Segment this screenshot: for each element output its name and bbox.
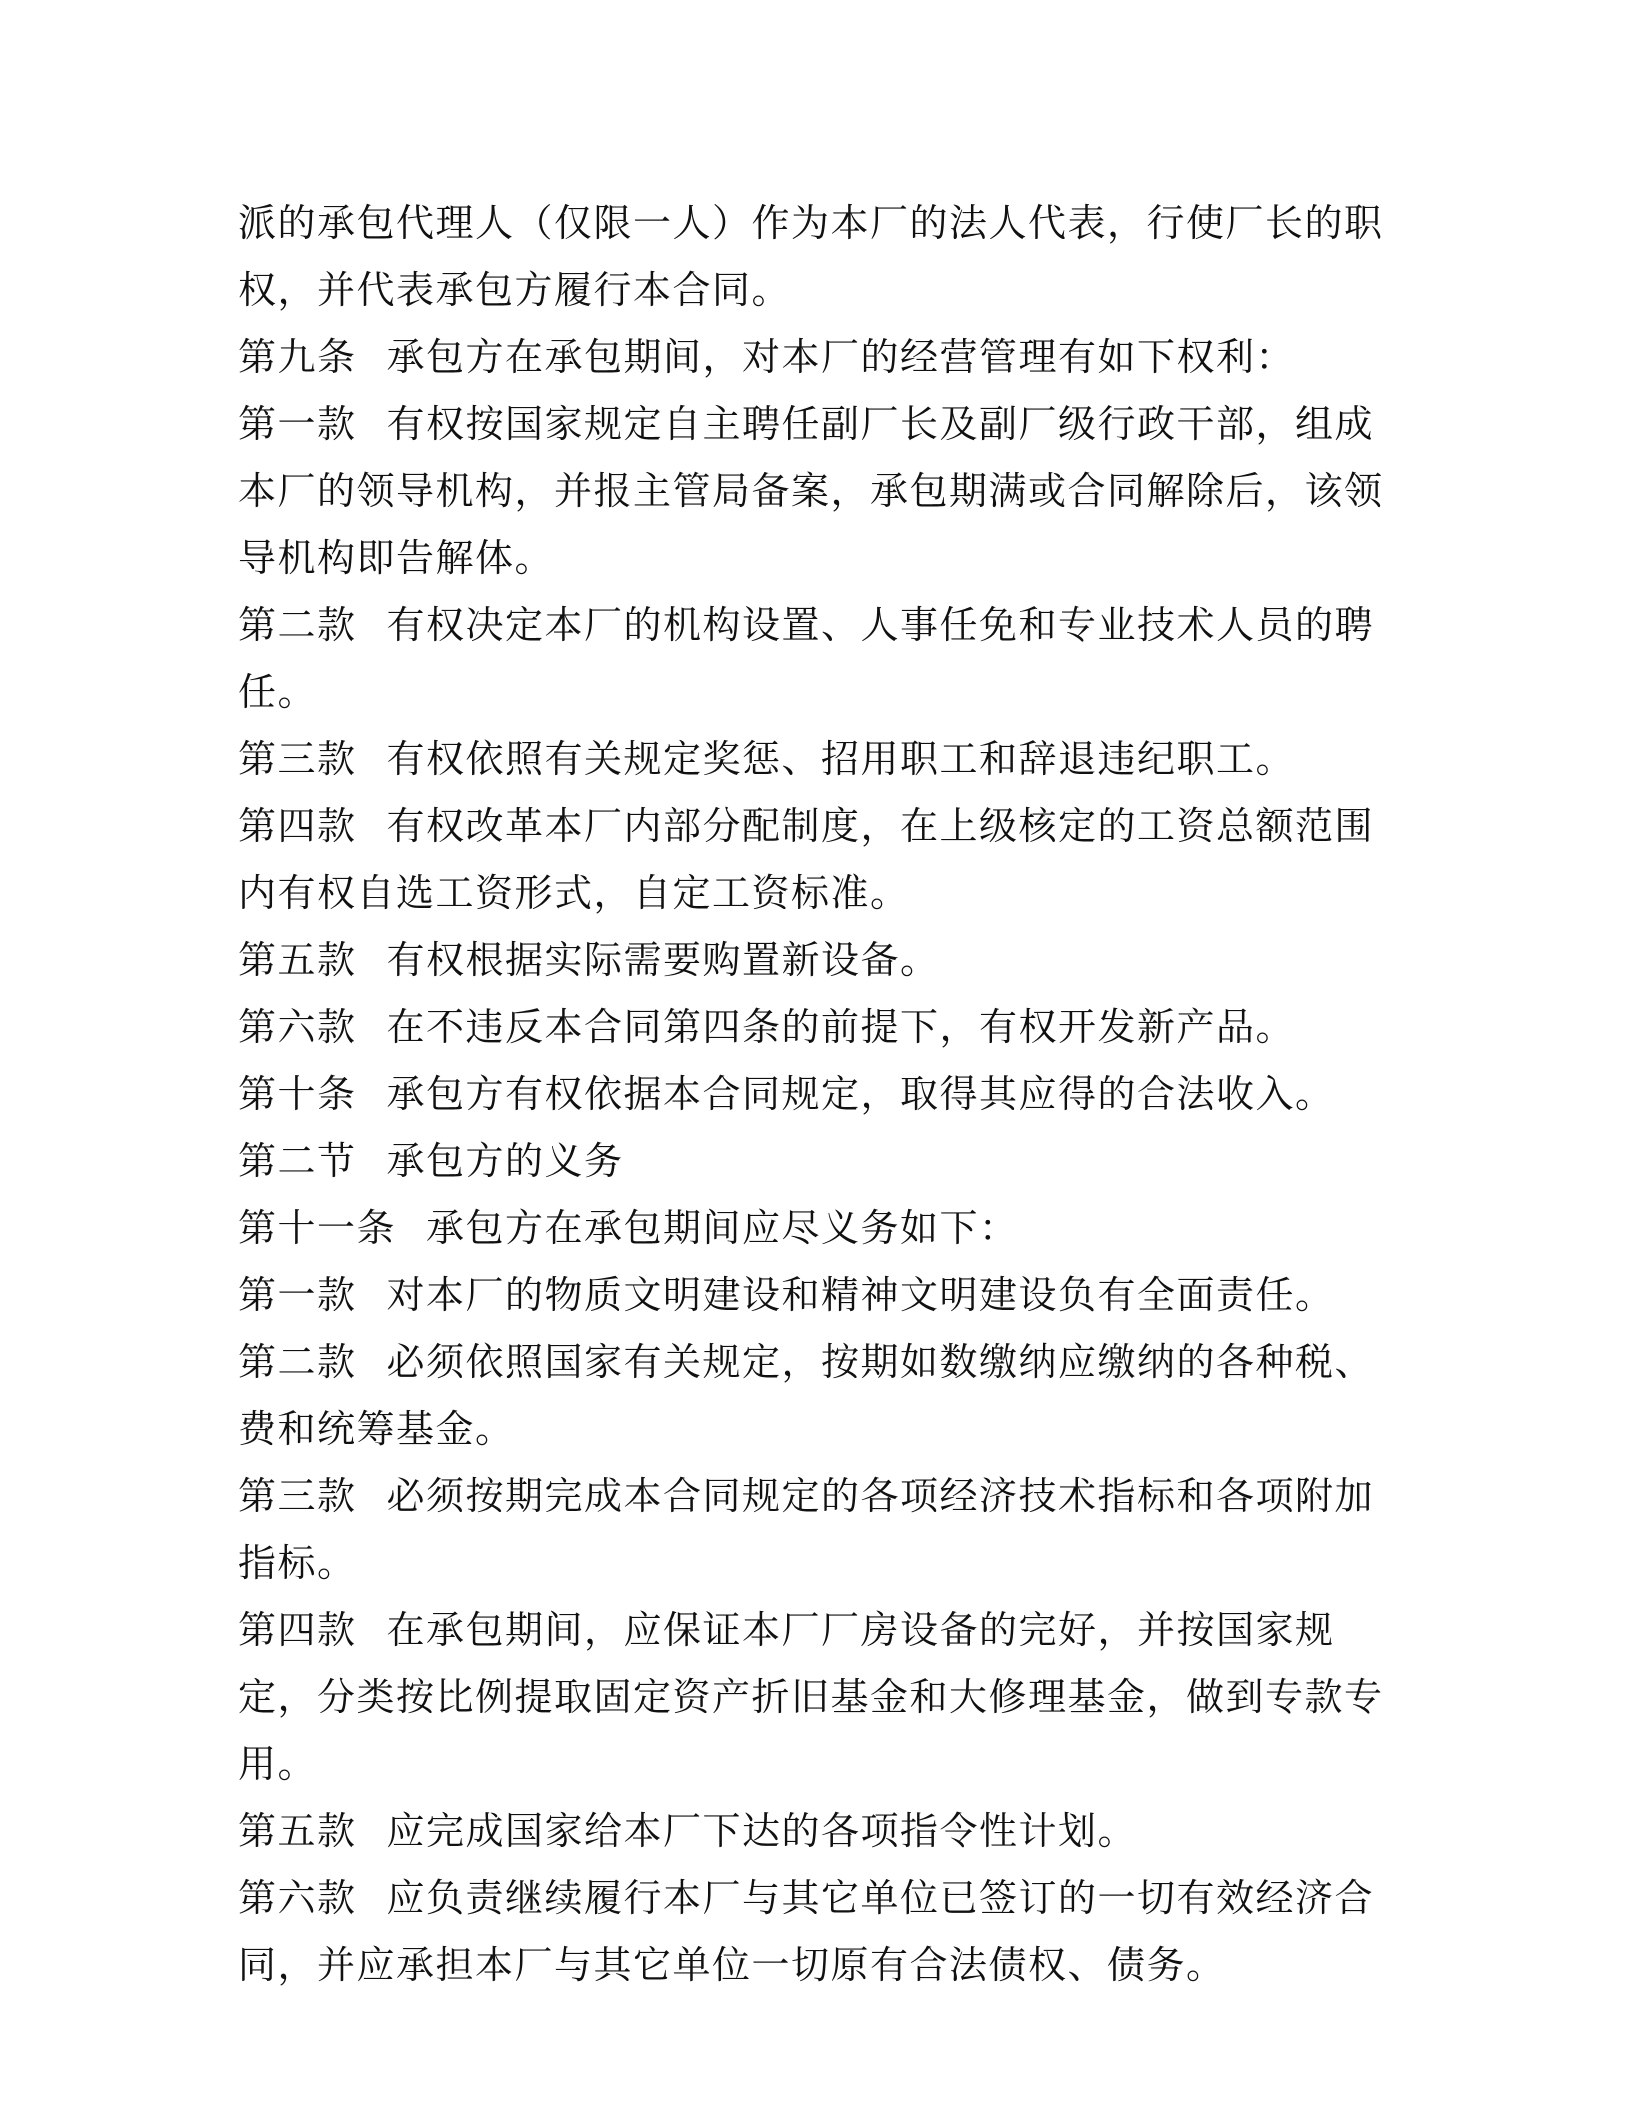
clause-label: 第四款 [238,804,357,848]
section-title: 承包方的义务 [386,1139,624,1183]
article-text: 承包方有权依据本合同规定，取得其应得的合法收入。 [386,1072,1335,1116]
clause-text: 对本厂的物质文明建设和精神文明建设负有全面责任。 [386,1273,1335,1317]
clause-text: 有权按国家规定自主聘任副厂长及副厂级行政干部，组成本厂的领导机构，并报主管局备案，承包期满或合同解除后，该领导机构即告解体。 [238,402,1384,580]
clause-text: 有权决定本厂的机构设置、人事任免和专业技术人员的聘任。 [238,603,1375,714]
clause-label: 第五款 [238,938,357,982]
clause-text: 应完成国家给本厂下达的各项指令性计划。 [386,1809,1138,1853]
article-9 [238,324,1398,391]
clause-text: 在不违反本合同第四条的前提下，有权开发新产品。 [386,1005,1296,1049]
clause-text: 必须按期完成本合同规定的各项经济技术指标和各项附加指标。 [238,1474,1375,1585]
section-label: 第二节 [238,1139,357,1183]
clause-text: 有权根据实际需要购置新设备。 [386,938,940,982]
clause-text: 有权改革本厂内部分配制度，在上级核定的工资总额范围内有权自选工资形式，自定工资标准。 [238,804,1375,915]
clause-9-2 [238,592,1398,726]
clause-text: 应负责继续履行本厂与其它单位已签订的一切有效经济合同，并应承担本厂与其它单位一切原有合法债权、债务。 [238,1876,1375,1987]
clause-label: 第四款 [238,1608,357,1652]
clause-11-5 [238,1798,1398,1865]
article-11 [238,1195,1398,1262]
paragraph-text: 派的承包代理人（仅限一人）作为本厂的法人代表，行使厂长的职权，并代表承包方履行本合同。 [238,201,1384,312]
clause-text: 在承包期间，应保证本厂厂房设备的完好，并按国家规定，分类按比例提取固定资产折旧基金和大修理基金，做到专款专用。 [238,1608,1384,1786]
clause-9-3 [238,726,1398,793]
article-text: 承包方在承包期间，对本厂的经营管理有如下权利： [386,335,1296,379]
clause-label: 第一款 [238,402,357,446]
article-label: 第九条 [238,335,357,379]
clause-9-6 [238,994,1398,1061]
article-text: 承包方在承包期间应尽义务如下： [426,1206,1019,1250]
clause-label: 第二款 [238,603,357,647]
section-2-heading [238,1128,1398,1195]
clause-11-3 [238,1463,1398,1597]
clause-9-5 [238,927,1398,994]
clause-label: 第六款 [238,1005,357,1049]
clause-11-2 [238,1329,1398,1463]
clause-label: 第三款 [238,1474,357,1518]
article-label: 第十条 [238,1072,357,1116]
clause-label: 第五款 [238,1809,357,1853]
article-label: 第十一条 [238,1206,397,1250]
paragraph-continued [238,190,1398,324]
clause-11-6 [238,1865,1398,1999]
clause-text: 有权依照有关规定奖惩、招用职工和辞退违纪职工。 [386,737,1296,781]
clause-label: 第二款 [238,1340,357,1384]
clause-9-4 [238,793,1398,927]
clause-11-4 [238,1597,1398,1798]
clause-text: 必须依照国家有关规定，按期如数缴纳应缴纳的各种税、费和统筹基金。 [238,1340,1375,1451]
clause-9-1 [238,391,1398,592]
clause-11-1 [238,1262,1398,1329]
clause-label: 第一款 [238,1273,357,1317]
clause-label: 第三款 [238,737,357,781]
article-10 [238,1061,1398,1128]
document-body [238,190,1398,1999]
clause-label: 第六款 [238,1876,357,1920]
